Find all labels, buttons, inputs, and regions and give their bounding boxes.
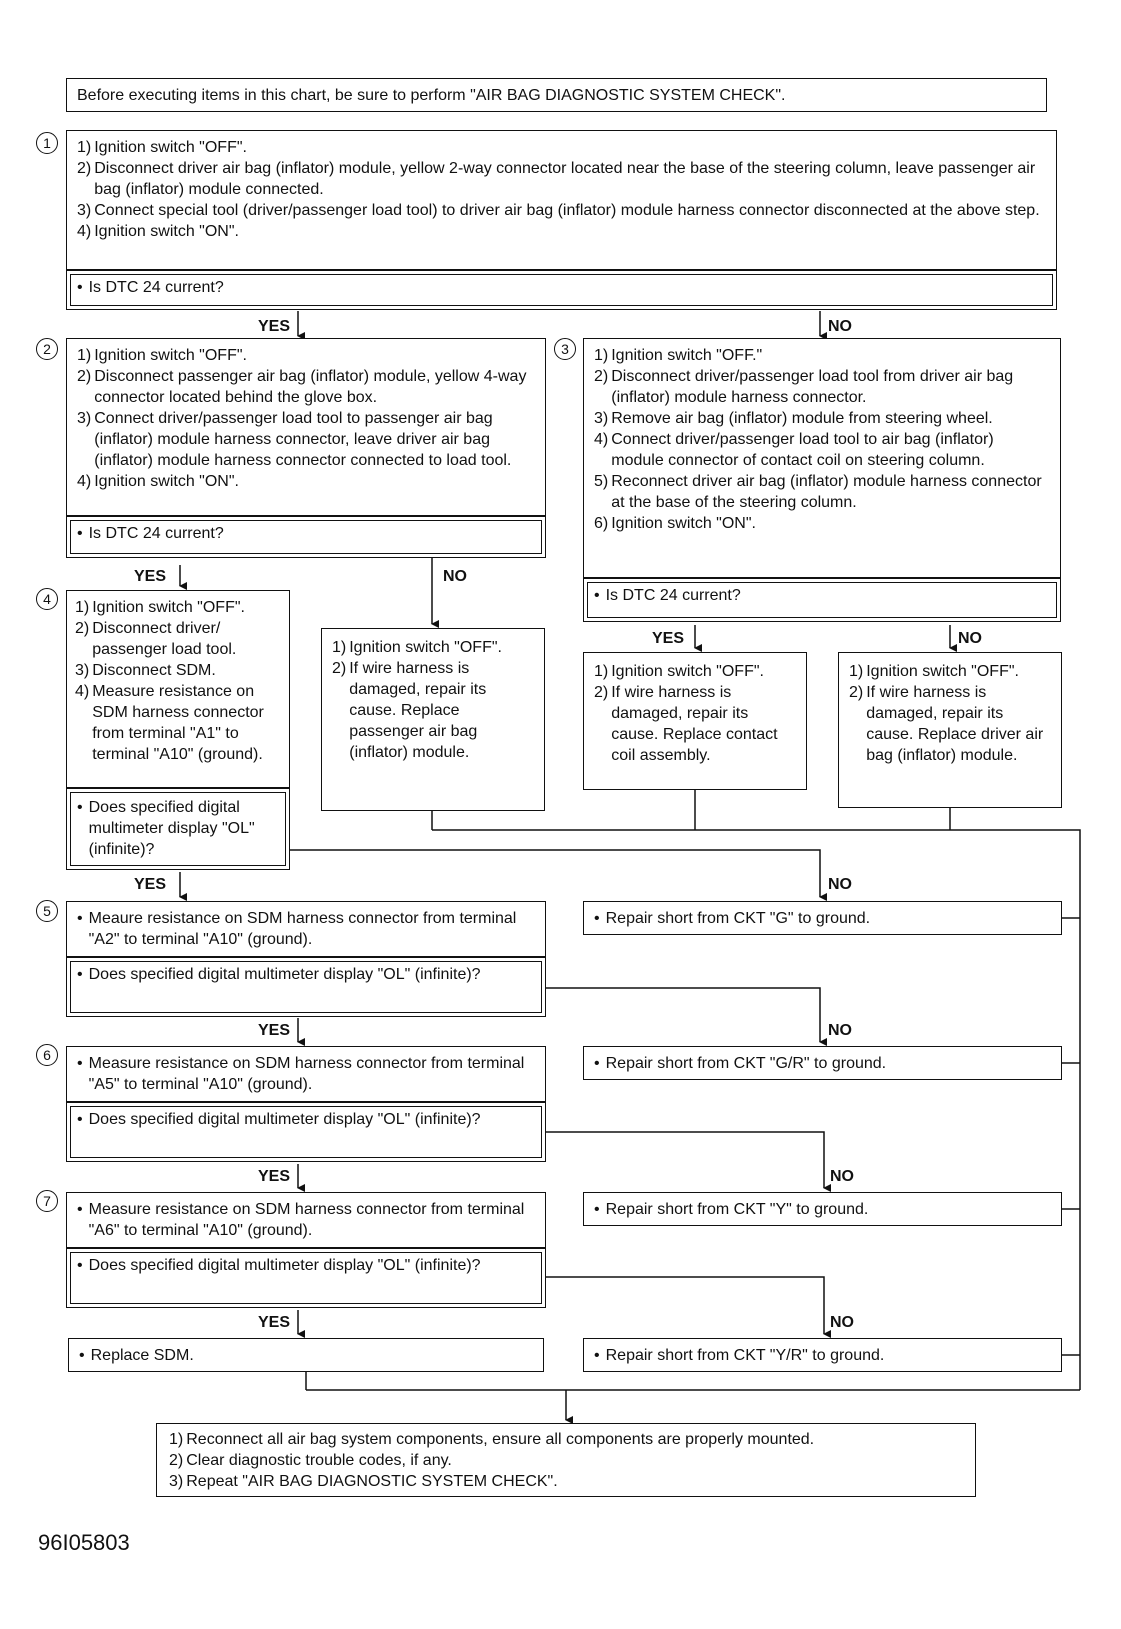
no-label: NO — [830, 1314, 854, 1331]
step-text: Connect driver/passenger load tool to passenger air bag (inflator) module harness connector, leave driver air bag (inflator) module harness connector connected to load tool. — [94, 410, 512, 469]
step-index: 1) — [77, 347, 92, 364]
step-2-question — [66, 516, 546, 558]
step-text — [77, 1053, 535, 1095]
step-text: Meaure resistance on SDM harness connector from terminal "A2" to terminal "A10" (ground). — [88, 910, 517, 948]
step-index: 1) — [77, 139, 92, 156]
step-item — [75, 597, 281, 618]
step-index: 1) — [75, 599, 90, 616]
step-item — [332, 637, 534, 658]
step-item — [75, 618, 281, 660]
step-text — [77, 1255, 535, 1276]
step-item — [594, 408, 1050, 429]
step-5-question — [66, 957, 546, 1017]
step-item — [594, 471, 1050, 513]
step-item — [594, 682, 796, 766]
step-index: 3) — [75, 662, 90, 679]
step-text: Is DTC 24 current? — [605, 587, 741, 604]
step-7-box — [66, 1192, 546, 1248]
step-3-box — [583, 338, 1061, 578]
step-item — [75, 660, 281, 681]
step-number: 7 — [36, 1190, 58, 1212]
step-text — [77, 797, 279, 860]
step-text: Does specified digital multimeter display "OL" (infinite)? — [88, 1111, 481, 1128]
action-replace-driver-module — [838, 652, 1062, 808]
bullet-mark: • — [77, 1055, 83, 1072]
step-index: 3) — [169, 1473, 184, 1490]
bullet-mark: • — [79, 1347, 85, 1364]
bullet-mark: • — [594, 1201, 600, 1218]
step-index: 4) — [77, 473, 92, 490]
step-number: 4 — [36, 588, 58, 610]
step-text: Ignition switch "OFF". — [349, 639, 502, 656]
yes-label: YES — [258, 1168, 291, 1185]
step-item — [169, 1471, 963, 1492]
step-text: Is DTC 24 current? — [88, 525, 224, 542]
action-replace-contact-coil — [583, 652, 807, 790]
step-text: Ignition switch "ON". — [94, 473, 239, 490]
arrow-7-no — [546, 1277, 824, 1334]
yes-label: YES — [134, 568, 167, 585]
step-text: Measure resistance on SDM harness connector from terminal "A1" to terminal "A10" (ground). — [92, 683, 264, 763]
repair-ckt-y — [583, 1192, 1062, 1226]
step-index: 2) — [332, 660, 347, 677]
step-item — [77, 158, 1046, 200]
step-text: Reconnect all air bag system components, ensure all components are properly mounted. — [186, 1431, 815, 1448]
step-index: 2) — [849, 684, 864, 701]
step-6-question — [66, 1102, 546, 1162]
bullet-mark: • — [77, 910, 83, 927]
precondition-note: Before executing items in this chart, be sure to perform "AIR BAG DIAGNOSTIC SYSTEM CHECK". — [66, 78, 1047, 112]
no-label: NO — [828, 1022, 852, 1039]
bullet-mark: • — [77, 279, 83, 296]
step-text: Reconnect driver air bag (inflator) module harness connector at the base of the steering column. — [611, 473, 1042, 511]
step-text: Ignition switch "OFF". — [92, 599, 245, 616]
step-text: Ignition switch "OFF". — [94, 139, 247, 156]
arrow-5-no — [546, 988, 820, 1042]
step-text: Repair short from CKT "G" to ground. — [605, 910, 871, 927]
step-text: Repeat "AIR BAG DIAGNOSTIC SYSTEM CHECK". — [186, 1473, 558, 1490]
step-text: Measure resistance on SDM harness connector from terminal "A5" to terminal "A10" (ground). — [88, 1055, 525, 1093]
step-number: 3 — [554, 338, 576, 360]
step-index: 1) — [594, 347, 609, 364]
step-text: Ignition switch "OFF." — [611, 347, 763, 364]
step-text: Repair short from CKT "G/R" to ground. — [605, 1055, 887, 1072]
step-item — [77, 345, 535, 366]
step-text: Remove air bag (inflator) module from steering wheel. — [611, 410, 993, 427]
step-number: 5 — [36, 900, 58, 922]
bullet-mark: • — [77, 799, 83, 816]
step-text: If wire harness is damaged, repair its cause. Replace contact coil assembly. — [611, 684, 778, 764]
yes-label: YES — [258, 318, 291, 335]
step-text: Ignition switch "OFF". — [611, 663, 764, 680]
step-item — [594, 429, 1050, 471]
yes-label: YES — [134, 876, 167, 893]
step-item — [75, 681, 281, 765]
step-text: If wire harness is damaged, repair its cause. Replace driver air bag (inflator) module. — [866, 684, 1044, 764]
step-3-question — [583, 578, 1061, 622]
step-number: 1 — [36, 132, 58, 154]
step-text: Ignition switch "ON". — [611, 515, 756, 532]
final-steps-box — [156, 1423, 976, 1497]
step-text — [594, 1053, 1051, 1074]
step-text: Connect driver/passenger load tool to air bag (inflator) module connector of contact coil on steering column. — [611, 431, 994, 469]
step-text: Ignition switch "OFF". — [94, 347, 247, 364]
bullet-mark: • — [594, 1347, 600, 1364]
step-text: Is DTC 24 current? — [88, 279, 224, 296]
step-text — [77, 1199, 535, 1241]
bullet-mark: • — [77, 525, 83, 542]
step-4-box — [66, 590, 290, 788]
step-index: 2) — [75, 620, 90, 637]
bullet-mark: • — [594, 587, 600, 604]
step-item — [169, 1429, 963, 1450]
repair-ckt-g — [583, 901, 1062, 935]
step-index: 2) — [594, 368, 609, 385]
step-index: 3) — [77, 410, 92, 427]
step-text: Measure resistance on SDM harness connector from terminal "A6" to terminal "A10" (ground). — [88, 1201, 525, 1239]
step-index: 1) — [332, 639, 347, 656]
step-number: 2 — [36, 338, 58, 360]
step-text: Replace SDM. — [90, 1347, 194, 1364]
step-4-question — [66, 788, 290, 870]
step-text — [77, 1109, 535, 1130]
step-text — [594, 585, 1050, 606]
no-label: NO — [830, 1168, 854, 1185]
step-item — [77, 471, 535, 492]
step-7-question — [66, 1248, 546, 1308]
arrow-4-no — [290, 850, 820, 897]
step-item — [77, 366, 535, 408]
replace-sdm-box — [68, 1338, 544, 1372]
step-6-box — [66, 1046, 546, 1102]
step-index: 1) — [594, 663, 609, 680]
step-text — [77, 964, 535, 985]
step-index: 2) — [77, 368, 92, 385]
step-text: Repair short from CKT "Y" to ground. — [605, 1201, 869, 1218]
step-index: 4) — [77, 223, 92, 240]
action-replace-passenger-module — [321, 628, 545, 811]
step-text: If wire harness is damaged, repair its cause. Replace passenger air bag (inflator) module. — [349, 660, 487, 761]
yes-label: YES — [652, 630, 685, 647]
step-index: 3) — [77, 202, 92, 219]
step-index: 2) — [169, 1452, 184, 1469]
step-text — [594, 1345, 1051, 1366]
no-label: NO — [828, 876, 852, 893]
step-item — [849, 661, 1051, 682]
bullet-mark: • — [77, 1201, 83, 1218]
step-2-box — [66, 338, 546, 516]
no-label: NO — [443, 568, 467, 585]
step-text: Does specified digital multimeter display "OL" (infinite)? — [88, 799, 255, 858]
step-text — [77, 277, 1046, 298]
step-item — [77, 408, 535, 471]
step-text: Clear diagnostic trouble codes, if any. — [186, 1452, 452, 1469]
step-index: 1) — [849, 663, 864, 680]
step-item — [169, 1450, 963, 1471]
step-item — [77, 137, 1046, 158]
no-label: NO — [958, 630, 982, 647]
step-text: Disconnect SDM. — [92, 662, 216, 679]
no-label: NO — [828, 318, 852, 335]
bullet-mark: • — [77, 966, 83, 983]
step-item — [77, 221, 1046, 242]
step-item — [594, 513, 1050, 534]
step-1-box — [66, 130, 1057, 270]
step-5-box — [66, 901, 546, 957]
bullet-mark: • — [594, 910, 600, 927]
step-item — [594, 366, 1050, 408]
repair-ckt-yr — [583, 1338, 1062, 1372]
step-index: 4) — [594, 431, 609, 448]
step-item — [77, 200, 1046, 221]
figure-code: 96I05803 — [38, 1530, 130, 1555]
step-text: Does specified digital multimeter display "OL" (infinite)? — [88, 966, 481, 983]
bullet-mark: • — [594, 1055, 600, 1072]
step-text: Ignition switch "ON". — [94, 223, 239, 240]
repair-ckt-gr — [583, 1046, 1062, 1080]
step-text: Does specified digital multimeter display "OL" (infinite)? — [88, 1257, 481, 1274]
step-text — [594, 908, 1051, 929]
step-text: Connect special tool (driver/passenger load tool) to driver air bag (inflator) module harness connector disconnected at the above step. — [94, 202, 1040, 219]
step-index: 6) — [594, 515, 609, 532]
step-index: 2) — [594, 684, 609, 701]
step-index: 1) — [169, 1431, 184, 1448]
step-text: Repair short from CKT "Y/R" to ground. — [605, 1347, 885, 1364]
step-index: 3) — [594, 410, 609, 427]
bullet-mark: • — [77, 1257, 83, 1274]
step-index: 4) — [75, 683, 90, 700]
step-text: Disconnect driver/passenger load tool from driver air bag (inflator) module harness connector. — [611, 368, 1014, 406]
step-1-question — [66, 270, 1057, 310]
step-index: 2) — [77, 160, 92, 177]
step-item — [332, 658, 534, 763]
step-text — [77, 908, 535, 950]
step-text: Ignition switch "OFF". — [866, 663, 1019, 680]
yes-label: YES — [258, 1314, 291, 1331]
step-item — [594, 661, 796, 682]
step-index: 5) — [594, 473, 609, 490]
step-text — [594, 1199, 1051, 1220]
step-item — [594, 345, 1050, 366]
step-text: Disconnect passenger air bag (inflator) module, yellow 4-way connector located behind the glove box. — [94, 368, 527, 406]
yes-label: YES — [258, 1022, 291, 1039]
step-number: 6 — [36, 1044, 58, 1066]
step-item — [849, 682, 1051, 766]
arrow-6-no — [546, 1132, 824, 1188]
bullet-mark: • — [77, 1111, 83, 1128]
step-text — [79, 1345, 533, 1366]
step-text — [77, 523, 535, 544]
step-text: Disconnect driver air bag (inflator) module, yellow 2-way connector located near the base of the steering column, leave passenger air bag (inflator) module connected. — [94, 160, 1036, 198]
step-text: Disconnect driver/ passenger load tool. — [92, 620, 237, 658]
